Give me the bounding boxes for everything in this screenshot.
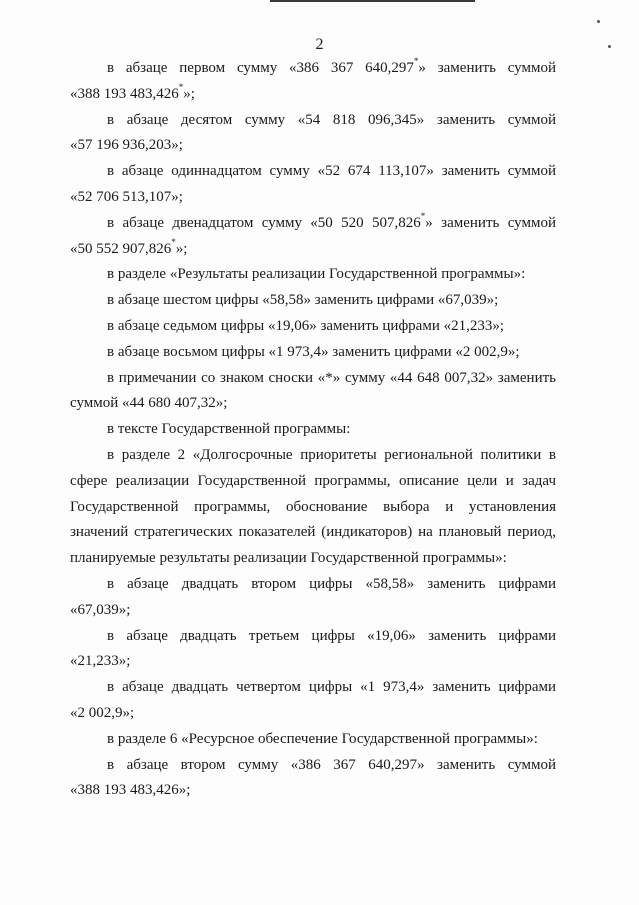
page-number: 2 xyxy=(315,36,324,53)
text-line xyxy=(70,753,556,779)
footnote-marker: * xyxy=(178,81,184,92)
text-line xyxy=(70,314,556,340)
text-line xyxy=(70,340,556,366)
text-line xyxy=(70,469,556,495)
text-line-content: в абзаце двенадцатом сумму «50 520 507,826 xyxy=(107,214,421,231)
text-line-content: в абзаце двадцать четвертом цифры «1 973,4» заменить цифрами xyxy=(107,679,556,696)
text-line-content: «2 002,9»; xyxy=(70,704,135,721)
text-line-content: в разделе 2 «Долгосрочные приоритеты региональной политики в xyxy=(107,446,556,463)
text-line-content: в абзаце двадцать втором цифры «58,58» заменить цифрами xyxy=(107,575,556,592)
text-line xyxy=(70,366,556,392)
footnote-marker: * xyxy=(413,56,419,66)
text-line-content: в абзаце шестом цифры «58,58» заменить цифрами «67,039»; xyxy=(107,292,499,309)
text-line xyxy=(70,56,556,82)
text-line-content: сфере реализации Государственной программы, описание цели и задач xyxy=(70,472,556,489)
text-line xyxy=(70,727,556,753)
text-line xyxy=(70,82,556,108)
text-line-content: «21,233»; xyxy=(70,653,131,670)
scan-speck xyxy=(597,20,600,23)
text-line xyxy=(70,520,556,546)
footnote-marker: * xyxy=(420,210,426,221)
text-line xyxy=(70,211,556,237)
text-line-content: в абзаце одиннадцатом сумму «52 674 113,107» заменить суммой xyxy=(107,163,556,180)
text-line xyxy=(70,237,556,263)
text-line xyxy=(70,572,556,598)
text-line-content: в абзаце двадцать третьем цифры «19,06» заменить цифрами xyxy=(107,627,556,644)
text-line-content: «52 706 513,107»; xyxy=(70,188,183,205)
text-line-content: в абзаце втором сумму «386 367 640,297» заменить суммой xyxy=(107,756,556,773)
text-line-content: в абзаце восьмом цифры «1 973,4» заменить цифрами «2 002,9»; xyxy=(107,343,520,360)
text-line xyxy=(70,495,556,521)
document-body xyxy=(70,56,556,804)
text-line-content: «388 193 483,426»; xyxy=(70,782,191,799)
text-line-tail: »; xyxy=(183,85,195,102)
text-line xyxy=(70,546,556,572)
text-line-content: в разделе «Результаты реализации Государственной программы»: xyxy=(107,266,526,283)
text-line xyxy=(70,598,556,624)
text-line-content: суммой «44 680 407,32»; xyxy=(70,395,228,412)
text-line-content: «50 552 907,826 xyxy=(70,240,172,257)
text-line xyxy=(70,624,556,650)
text-line-content: планируемые результаты реализации Государственной программы»: xyxy=(70,550,507,567)
text-line-content: в абзаце десятом сумму «54 818 096,345» заменить суммой xyxy=(107,111,556,128)
text-line-tail: » заменить суммой xyxy=(418,60,556,76)
text-line-tail: »; xyxy=(175,240,188,257)
text-line xyxy=(70,262,556,288)
text-line-content: в разделе 6 «Ресурсное обеспечение Государственной программы»: xyxy=(107,730,538,747)
footnote-marker: * xyxy=(171,236,176,247)
text-line xyxy=(70,649,556,675)
text-line-tail: » заменить суммой xyxy=(425,214,556,231)
text-line xyxy=(70,108,556,134)
text-line-content: в примечании со знаком сноски «*» сумму «44 648 007,32» заменить xyxy=(107,369,556,386)
text-line xyxy=(70,185,556,211)
text-line xyxy=(70,391,556,417)
text-line-content: в абзаце первом сумму «386 367 640,297 xyxy=(107,60,414,76)
text-line-content: в абзаце седьмом цифры «19,06» заменить цифрами «21,233»; xyxy=(107,317,505,334)
text-line xyxy=(70,159,556,185)
text-line-content: «388 193 483,426 xyxy=(70,85,179,102)
scan-top-edge xyxy=(270,0,475,2)
text-line xyxy=(70,443,556,469)
text-line xyxy=(70,675,556,701)
text-line xyxy=(70,133,556,159)
text-line xyxy=(70,417,556,443)
text-line xyxy=(70,701,556,727)
text-line-content: Государственной программы, обоснование выбора и установления xyxy=(70,498,556,515)
text-line xyxy=(70,778,556,804)
text-line xyxy=(70,288,556,314)
text-line-content: «57 196 936,203»; xyxy=(70,137,183,154)
text-line-content: значений стратегических показателей (индикаторов) на плановый период, xyxy=(70,524,556,541)
text-line-content: «67,039»; xyxy=(70,601,131,618)
text-line-content: в тексте Государственной программы: xyxy=(107,421,351,438)
